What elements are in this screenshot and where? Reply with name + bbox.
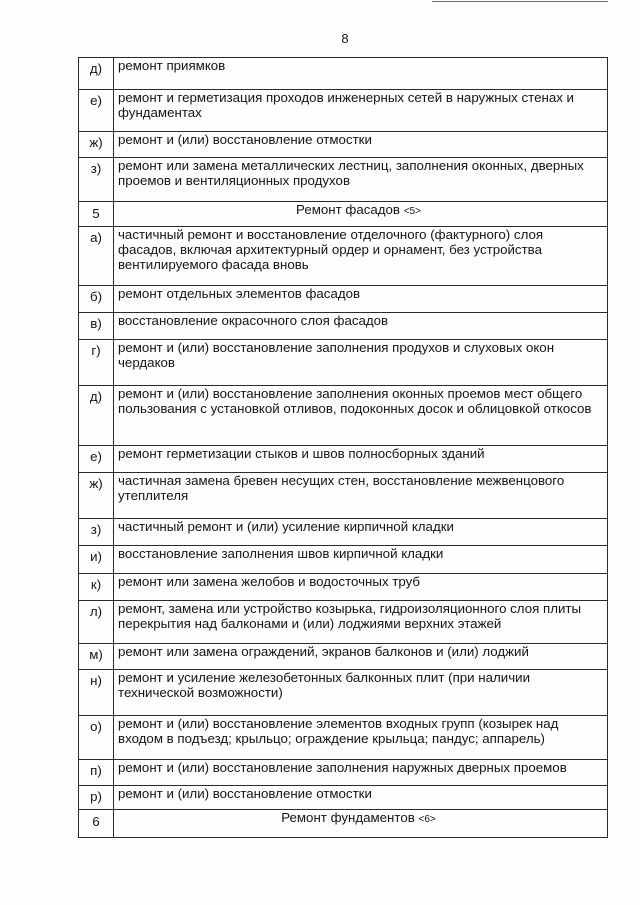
table-row <box>79 546 608 574</box>
section-number: 6 <box>79 810 114 838</box>
section-title: Ремонт фундаментов <box>281 810 415 825</box>
item-letter: н) <box>79 670 114 716</box>
item-text: ремонт и (или) восстановление отмостки <box>114 786 608 810</box>
item-text: ремонт герметизации стыков и швов полносборных зданий <box>114 446 608 473</box>
table-row <box>79 286 608 313</box>
item-letter: м) <box>79 644 114 670</box>
item-text: восстановление заполнения швов кирпичной кладки <box>114 546 608 574</box>
item-letter: д) <box>79 58 114 90</box>
table-row <box>79 313 608 340</box>
item-letter: е) <box>79 446 114 473</box>
item-letter: е) <box>79 90 114 132</box>
top-edge-line <box>432 1 608 2</box>
table-row <box>79 58 608 90</box>
footnote-ref: <6> <box>418 814 436 825</box>
section-number: 5 <box>79 202 114 227</box>
table-row <box>79 670 608 716</box>
item-letter: г) <box>79 340 114 386</box>
section-heading <box>114 202 608 227</box>
item-letter: в) <box>79 313 114 340</box>
item-text: восстановление окрасочного слоя фасадов <box>114 313 608 340</box>
item-text: частичный ремонт и (или) усиление кирпичной кладки <box>114 519 608 546</box>
page-number: 8 <box>341 31 349 46</box>
item-letter: о) <box>79 716 114 760</box>
item-letter: и) <box>79 546 114 574</box>
item-text: частичный ремонт и восстановление отделочного (фактурного) слоя фасадов, включая архитектурный ордер и орнамент, без устройства вентилируемого фасада вновь <box>114 227 608 286</box>
item-text: ремонт и (или) восстановление элементов входных групп (козырек над входом в подъезд; крыльцо; ограждение крыльца; пандус; аппарель) <box>114 716 608 760</box>
table-row <box>79 760 608 786</box>
item-text: ремонт и герметизация проходов инженерных сетей в наружных стенах и фундаментах <box>114 90 608 132</box>
item-letter: л) <box>79 601 114 644</box>
section-title: Ремонт фасадов <box>296 202 400 217</box>
section-heading <box>114 810 608 838</box>
item-letter: к) <box>79 574 114 601</box>
item-text: ремонт и (или) восстановление заполнения оконных проемов мест общего пользования с установкой отливов, подоконных досок и облицовкой откосов <box>114 386 608 446</box>
item-letter: ж) <box>79 132 114 158</box>
item-letter: р) <box>79 786 114 810</box>
table-row <box>79 644 608 670</box>
item-letter: з) <box>79 158 114 202</box>
table-row <box>79 132 608 158</box>
item-letter: п) <box>79 760 114 786</box>
table-row <box>79 473 608 519</box>
item-letter: д) <box>79 386 114 446</box>
item-letter: з) <box>79 519 114 546</box>
item-text: ремонт и (или) восстановление отмостки <box>114 132 608 158</box>
item-text: ремонт или замена желобов и водосточных труб <box>114 574 608 601</box>
section-row <box>79 202 608 227</box>
table-row <box>79 601 608 644</box>
table-row <box>79 90 608 132</box>
item-letter: б) <box>79 286 114 313</box>
works-table <box>78 57 608 838</box>
table-row <box>79 519 608 546</box>
item-text: частичная замена бревен несущих стен, восстановление межвенцового утеплителя <box>114 473 608 519</box>
item-text: ремонт и (или) восстановление заполнения наружных дверных проемов <box>114 760 608 786</box>
table-row <box>79 574 608 601</box>
table-row <box>79 340 608 386</box>
item-text: ремонт приямков <box>114 58 608 90</box>
item-letter: а) <box>79 227 114 286</box>
item-text: ремонт и усиление железобетонных балконных плит (при наличии технической возможности) <box>114 670 608 716</box>
item-text: ремонт или замена ограждений, экранов балконов и (или) лоджий <box>114 644 608 670</box>
table-row <box>79 227 608 286</box>
table-row <box>79 716 608 760</box>
section-row <box>79 810 608 838</box>
item-text: ремонт и (или) восстановление заполнения продухов и слуховых окон чердаков <box>114 340 608 386</box>
item-text: ремонт или замена металлических лестниц, заполнения оконных, дверных проемов и вентиляционных продухов <box>114 158 608 202</box>
item-text: ремонт отдельных элементов фасадов <box>114 286 608 313</box>
table-row <box>79 786 608 810</box>
item-letter: ж) <box>79 473 114 519</box>
table-row <box>79 158 608 202</box>
table-row <box>79 446 608 473</box>
table-row <box>79 386 608 446</box>
item-text: ремонт, замена или устройство козырька, гидроизоляционного слоя плиты перекрытия над балконами и (или) лоджиями верхних этажей <box>114 601 608 644</box>
footnote-ref: <5> <box>403 206 421 217</box>
